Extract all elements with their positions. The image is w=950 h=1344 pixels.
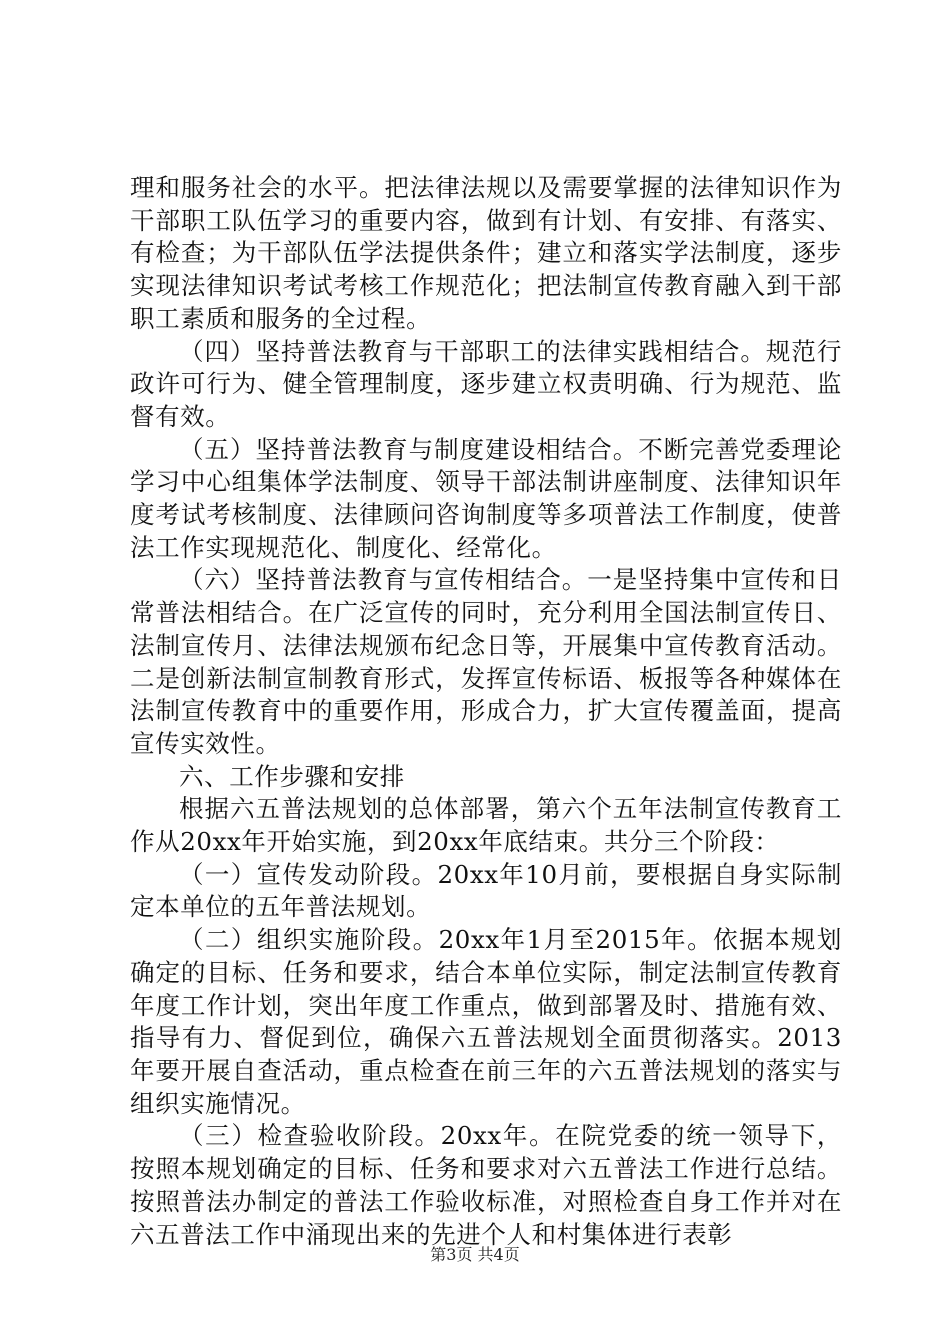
paragraph-item-five: （五）坚持普法教育与制度建设相结合。不断完善党委理论学习中心组集体学法制度、领导干部法制讲座制度、法律知识年度考试考核制度、法律顾问咨询制度等多项普法工作制度，使普法工作实现规范化、制度化、经常化。: [130, 434, 842, 562]
paragraph-item-six: （六）坚持普法教育与宣传相结合。一是坚持集中宣传和日常普法相结合。在广泛宣传的同时，充分利用全国法制宣传日、法制宣传月、法律法规颁布纪念日等，开展集中宣传教育活动。二是创新法制宣制教育形式，发挥宣传标语、板报等各种媒体在法制宣传教育中的重要作用，形成合力，扩大宣传覆盖面，提高宣传实效性。: [130, 565, 842, 758]
page-number: 第3页 共4页: [430, 1245, 520, 1264]
paragraph-stage-three: （三）检查验收阶段。20xx年。在院党委的统一领导下，按照本规划确定的目标、任务和要求对六五普法工作进行总结。按照普法办制定的普法工作验收标准，对照检查自身工作并对在六五普法工作中涌现出来的先进个人和村集体进行表彰: [130, 1121, 842, 1249]
document-body: [130, 172, 842, 1251]
paragraph-continuation: 理和服务社会的水平。把法律法规以及需要掌握的法律知识作为干部职工队伍学习的重要内容，做到有计划、有安排、有落实、有检查；为干部队伍学法提供条件；建立和落实学法制度，逐步实现法律知识考试考核工作规范化；把法制宣传教育融入到干部职工素质和服务的全过程。: [130, 173, 842, 333]
section-heading: 六、工作步骤和安排: [179, 761, 405, 791]
paragraph-overview: 根据六五普法规划的总体部署，第六个五年法制宣传教育工作从20xx年开始实施，到20xx年底结束。共分三个阶段：: [130, 794, 842, 857]
paragraph-stage-two: （二）组织实施阶段。20xx年1月至2015年。依据本规划确定的目标、任务和要求，结合本单位实际，制定法制宣传教育年度工作计划，突出年度工作重点，做到部署及时、措施有效、指导有力、督促到位，确保六五普法规划全面贯彻落实。2013年要开展自查活动，重点检查在前三年的六五普法规划的落实与组织实施情况。: [130, 925, 842, 1118]
paragraph-stage-one: （一）宣传发动阶段。20xx年10月前，要根据自身实际制定本单位的五年普法规划。: [130, 859, 842, 922]
paragraph-item-four: （四）坚持普法教育与干部职工的法律实践相结合。规范行政许可行为、健全管理制度，逐步建立权责明确、行为规范、监督有效。: [130, 336, 842, 431]
